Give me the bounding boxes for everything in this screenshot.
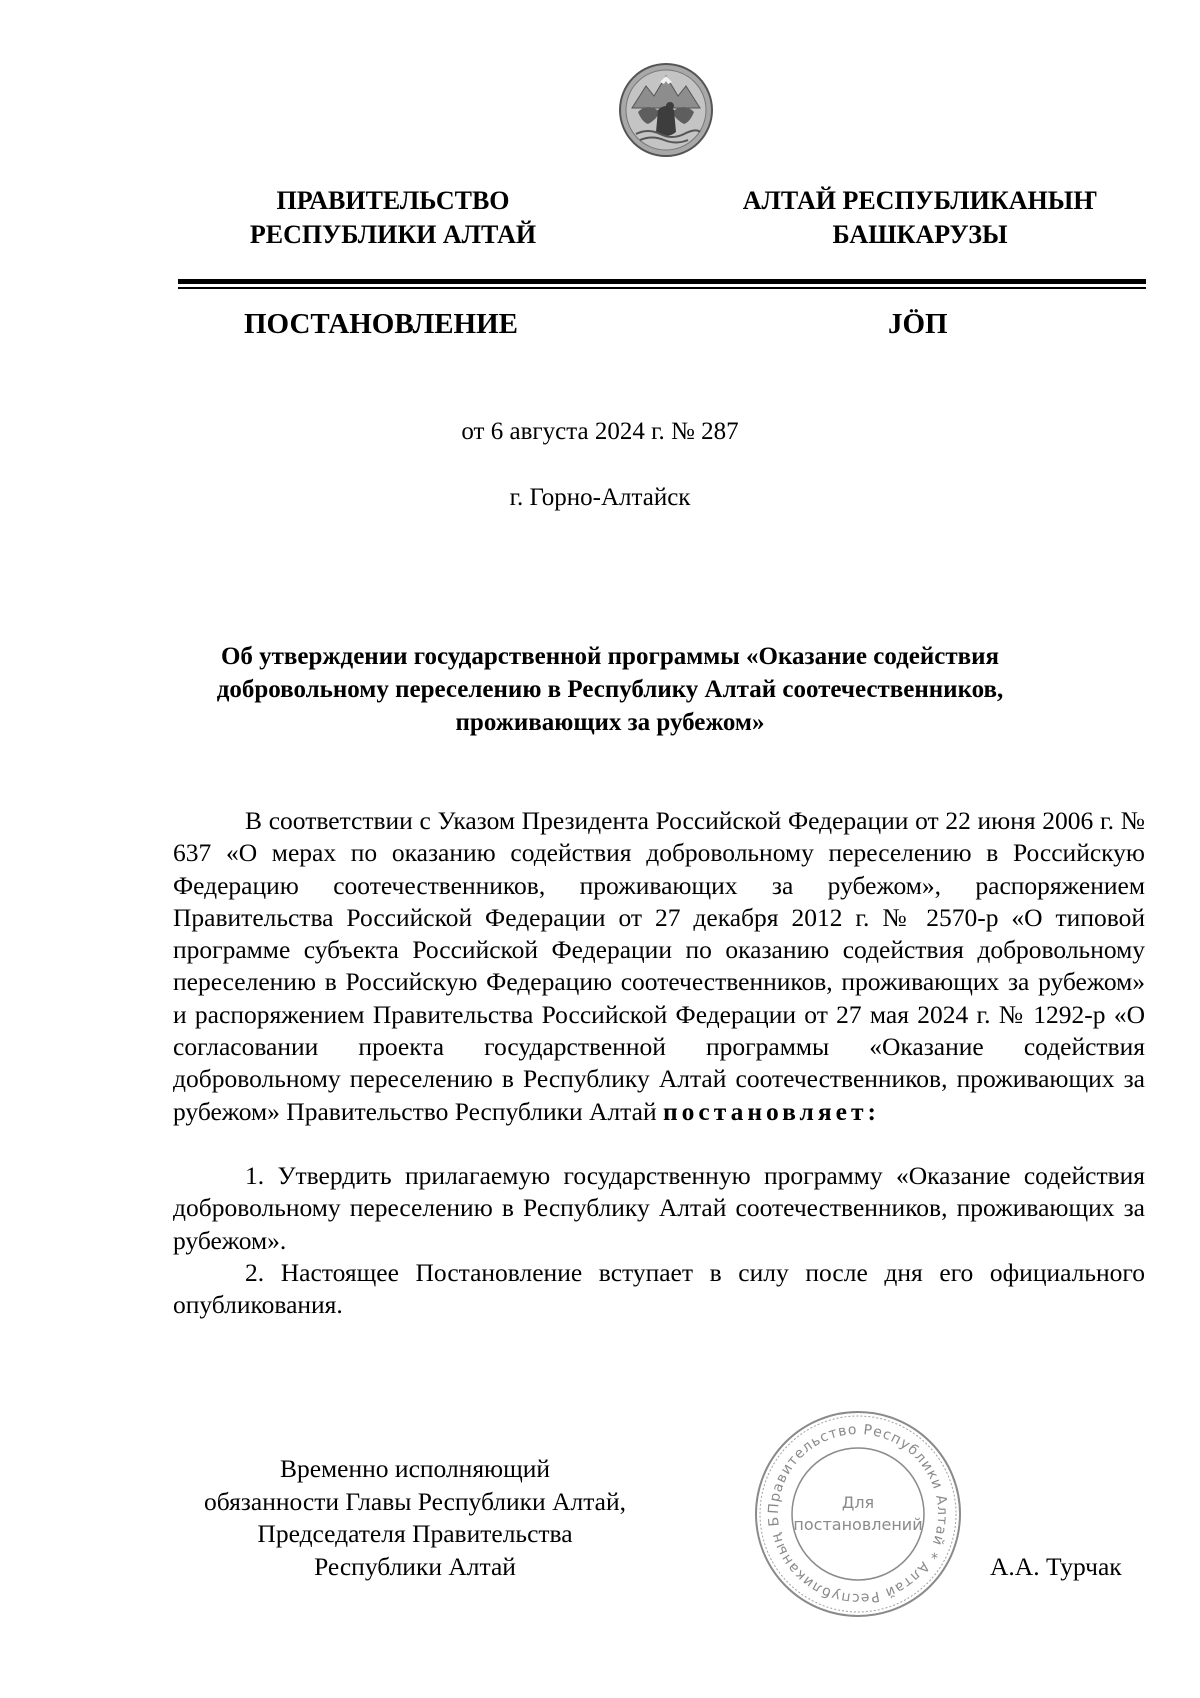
preamble-paragraph <box>173 805 1145 1128</box>
org-name-altai <box>710 184 1130 252</box>
document-title-line2: добровольному переселению в Республику Алтай соотечественников, <box>216 676 1004 703</box>
document-type-altai: JӦП <box>888 308 948 340</box>
org-name-russian <box>218 184 568 252</box>
stamp-outer-text: Правительство Республики Алтай * Алтай Республиканың Б <box>765 1421 951 1607</box>
document-body <box>173 805 1145 1321</box>
coat-of-arms-emblem-icon <box>618 62 714 158</box>
stamp-inner-line2: постановлений <box>793 1515 923 1534</box>
document-city: г. Горно-Алтайск <box>509 484 691 511</box>
signatory-position-line2: обязанности Главы Республики Алтай, <box>203 1486 627 1516</box>
signatory-position <box>170 1453 660 1583</box>
org-name-russian-line2: РЕСПУБЛИКИ АЛТАЙ <box>249 220 537 249</box>
resolution-item-1: 1. Утвердить прилагаемую государственную программу «Оказание содействия добровольному переселению в Республику Алтай соотечественников, проживающих за рубежом». <box>173 1160 1145 1255</box>
document-date-number: от 6 августа 2024 г. № 287 <box>461 418 739 445</box>
signatory-name: А.А. Турчак <box>990 1552 1122 1581</box>
resolves-word: постановляет: <box>662 1096 880 1126</box>
signatory-position-line3: Председателя Правительства <box>257 1519 573 1548</box>
preamble-text: В соответствии с Указом Президента Российской Федерации от 22 июня 2006 г. № 637 «О мерах по оказанию содействия добровольному переселению в Российскую Федерацию соотечественников, проживающих за рубежом», распоряжением Правительства Российской Федерации от 27 декабря 2012 г. № 2570-р «О типовой программе субъекта Российской Федерации по оказанию содействия добровольному переселению в Российскую Федерацию соотечественников, проживающих за рубежом» и распоряжением Правительства Российской Федерации от 27 мая 2024 г. № 1292-р «О согласовании проекта государственной программы «Оказание содействия добровольному переселению в Республику Алтай соотечественников, проживающих за рубежом» Правительство Республики Алтай <box>173 806 1145 1126</box>
document-type-russian: ПОСТАНОВЛЕНИЕ <box>244 308 519 340</box>
document-title-line1: Об утверждении государственной программы «Оказание содействия <box>220 643 1000 670</box>
document-title-line3: проживающих за рубежом» <box>455 709 765 736</box>
resolution-item-2: 2. Настоящее Постановление вступает в силу после дня его официального опубликования. <box>173 1257 1145 1320</box>
signatory-position-line1: Временно исполняющий <box>279 1454 551 1483</box>
signatory-position-line4: Республики Алтай <box>314 1551 516 1581</box>
header-rule-thick <box>178 279 1146 284</box>
official-seal-stamp-icon <box>752 1408 964 1620</box>
org-name-altai-line2: БАШКАРУЗЫ <box>832 220 1008 249</box>
org-name-altai-line1: АЛТАЙ РЕСПУБЛИКАНЫҤ <box>742 186 1098 215</box>
header-rule-thin <box>178 287 1146 289</box>
stamp-inner-line1: Для <box>841 1493 875 1512</box>
org-name-russian-line1: ПРАВИТЕЛЬСТВО <box>276 186 510 215</box>
document-title <box>180 640 1040 739</box>
